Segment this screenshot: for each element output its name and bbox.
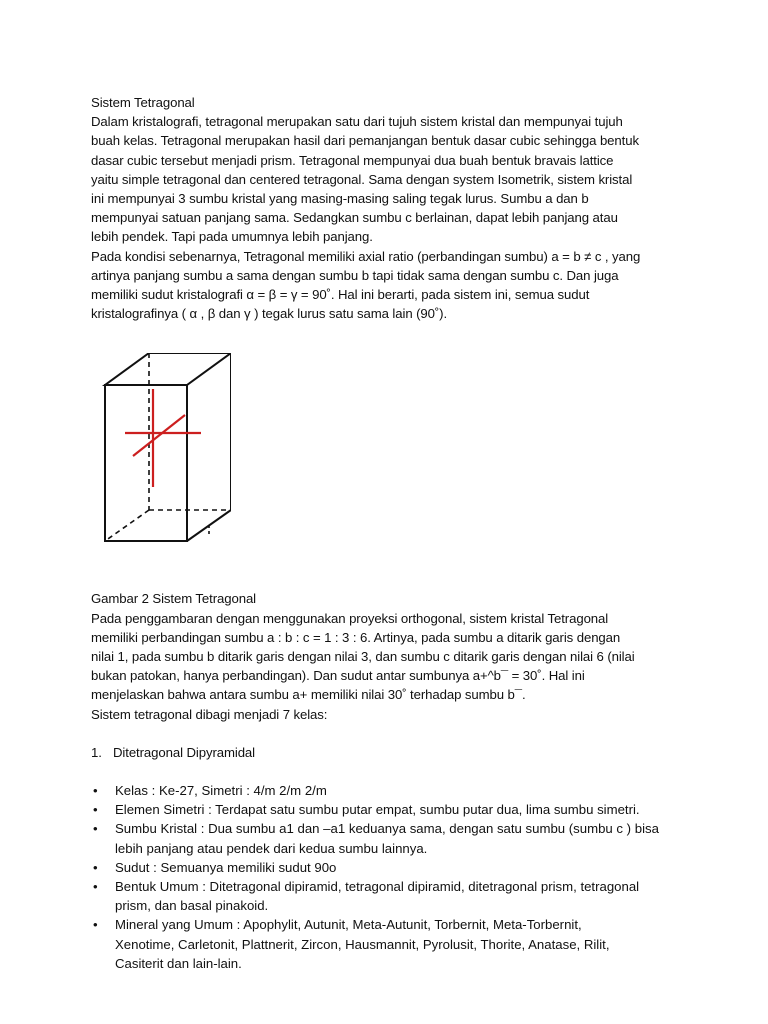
tetragonal-figure [91, 353, 691, 589]
bullet-text [115, 800, 640, 819]
bullet-text-line: Kelas : Ke-27, Simetri : 4/m 2/m 2/m [115, 783, 327, 799]
intro-line: artinya panjang sumbu a sama dengan sumbu b tapi tidak sama dengan sumbu c. Dan juga [91, 267, 619, 283]
intro-line: lebih pendek. Tapi pada umumnya lebih panjang. [91, 229, 373, 245]
bullet-item [91, 915, 691, 973]
bullet-item [91, 858, 691, 877]
bullet-list [91, 781, 691, 973]
body-line: nilai 1, pada sumbu b ditarik garis dengan nilai 3, dan sumbu c ditarik garis dengan nilai 6 (nilai [91, 649, 635, 665]
body-line: menjelaskan bahwa antara sumbu a+ memiliki nilai 30˚ terhadap sumbu b¯. [91, 687, 526, 703]
class-item-1 [91, 743, 691, 762]
body-line: Sistem tetragonal dibagi menjadi 7 kelas: [91, 706, 328, 722]
intro-line: Pada kondisi sebenarnya, Tetragonal memiliki axial ratio (perbandingan sumbu) a = b ≠ c , yang [91, 248, 641, 264]
bullet-text-line: prism, dan basal pinakoid. [115, 898, 269, 914]
bullet-icon: • [93, 783, 98, 799]
bullet-text [115, 915, 610, 973]
bullet-icon: • [93, 917, 98, 933]
intro-line: mempunyai satuan panjang sama. Sedangkan sumbu c berlainan, dapat lebih panjang atau [91, 210, 618, 226]
top-face [105, 353, 231, 385]
bullet-text-line: Elemen Simetri : Terdapat satu sumbu putar empat, sumbu putar dua, lima sumbu simetri. [115, 802, 640, 818]
axis-a [133, 415, 185, 456]
figure-caption: Gambar 2 Sistem Tetragonal [91, 591, 257, 607]
bullet-item [91, 819, 691, 857]
doc-title: Sistem Tetragonal [91, 95, 195, 110]
document-page [91, 93, 691, 973]
bullet-item [91, 800, 691, 819]
bullet-text-line: Casiterit dan lain-lain. [115, 955, 242, 971]
bullet-text-line: Mineral yang Umum : Apophylit, Autunit, Meta-Autunit, Torbernit, Meta-Torbernit, [115, 917, 582, 933]
bullet-item [91, 877, 691, 915]
bullet-icon: • [93, 821, 98, 837]
bullet-text-line: lebih panjang atau pendek dari kedua sumbu lainnya. [115, 840, 428, 856]
bullet-text-line: Sudut : Semuanya memiliki sudut 90o [115, 859, 337, 875]
class-item-label: Ditetragonal Dipyramidal [113, 744, 255, 760]
body-line: bukan patokan, hanya perbandingan). Dan sudut antar sumbunya a+^b¯ = 30˚. Hal ini [91, 668, 585, 684]
intro-line: ini mempunyai 3 sumbu kristal yang masing-masing saling tegak lurus. Sumbu a dan b [91, 191, 589, 207]
class-item-number: 1. [91, 744, 102, 760]
intro-line: Dalam kristalografi, tetragonal merupakan satu dari tujuh sistem kristal dan mempunyai tujuh [91, 114, 623, 130]
bullet-icon: • [93, 879, 98, 895]
tetragonal-prism-diagram [91, 353, 231, 589]
body-line: Pada penggambaran dengan menggunakan proyeksi orthogonal, sistem kristal Tetragonal [91, 610, 609, 626]
bullet-icon: • [93, 859, 98, 875]
bullet-text [115, 877, 639, 915]
intro-line: dasar cubic tersebut menjadi prism. Tetragonal mempunyai dua buah bentuk bravais lattice [91, 152, 614, 168]
bullet-icon: • [93, 802, 98, 818]
intro-line: yaitu simple tetragonal dan centered tetragonal. Sama dengan system Isometrik, sistem kristal [91, 171, 633, 187]
intro-line: memiliki sudut kristalografi α = β = γ = 90˚. Hal ini berarti, pada sistem ini, semua sudut [91, 287, 590, 303]
intro-line: buah kelas. Tetragonal merupakan hasil dari pemanjangan bentuk dasar cubic sehingga bentuk [91, 133, 639, 149]
body-line: memiliki perbandingan sumbu a : b : c = 1 : 3 : 6. Artinya, pada sumbu a ditarik garis dengan [91, 629, 621, 645]
intro-paragraph [91, 112, 691, 323]
bullet-text-line: Sumbu Kristal : Dua sumbu a1 dan –a1 keduanya sama, dengan satu sumbu (sumbu c ) bisa [115, 821, 659, 837]
front-face [105, 385, 187, 541]
bullet-text [115, 858, 336, 877]
intro-line: kristalografinya ( α , β dan γ ) tegak lurus satu sama lain (90˚). [91, 306, 448, 322]
hidden-bottom-left-edge [105, 510, 149, 541]
body-paragraph [91, 609, 691, 724]
bullet-item [91, 781, 691, 800]
bullet-text [115, 781, 327, 800]
bullet-text-line: Bentuk Umum : Ditetragonal dipiramid, tetragonal dipiramid, ditetragonal prism, tetragonal [115, 879, 640, 895]
bullet-text [115, 819, 659, 857]
bullet-text-line: Xenotime, Carletonit, Plattnerit, Zircon, Hausmannit, Pyrolusit, Thorite, Anatase, Rilit, [115, 936, 610, 952]
